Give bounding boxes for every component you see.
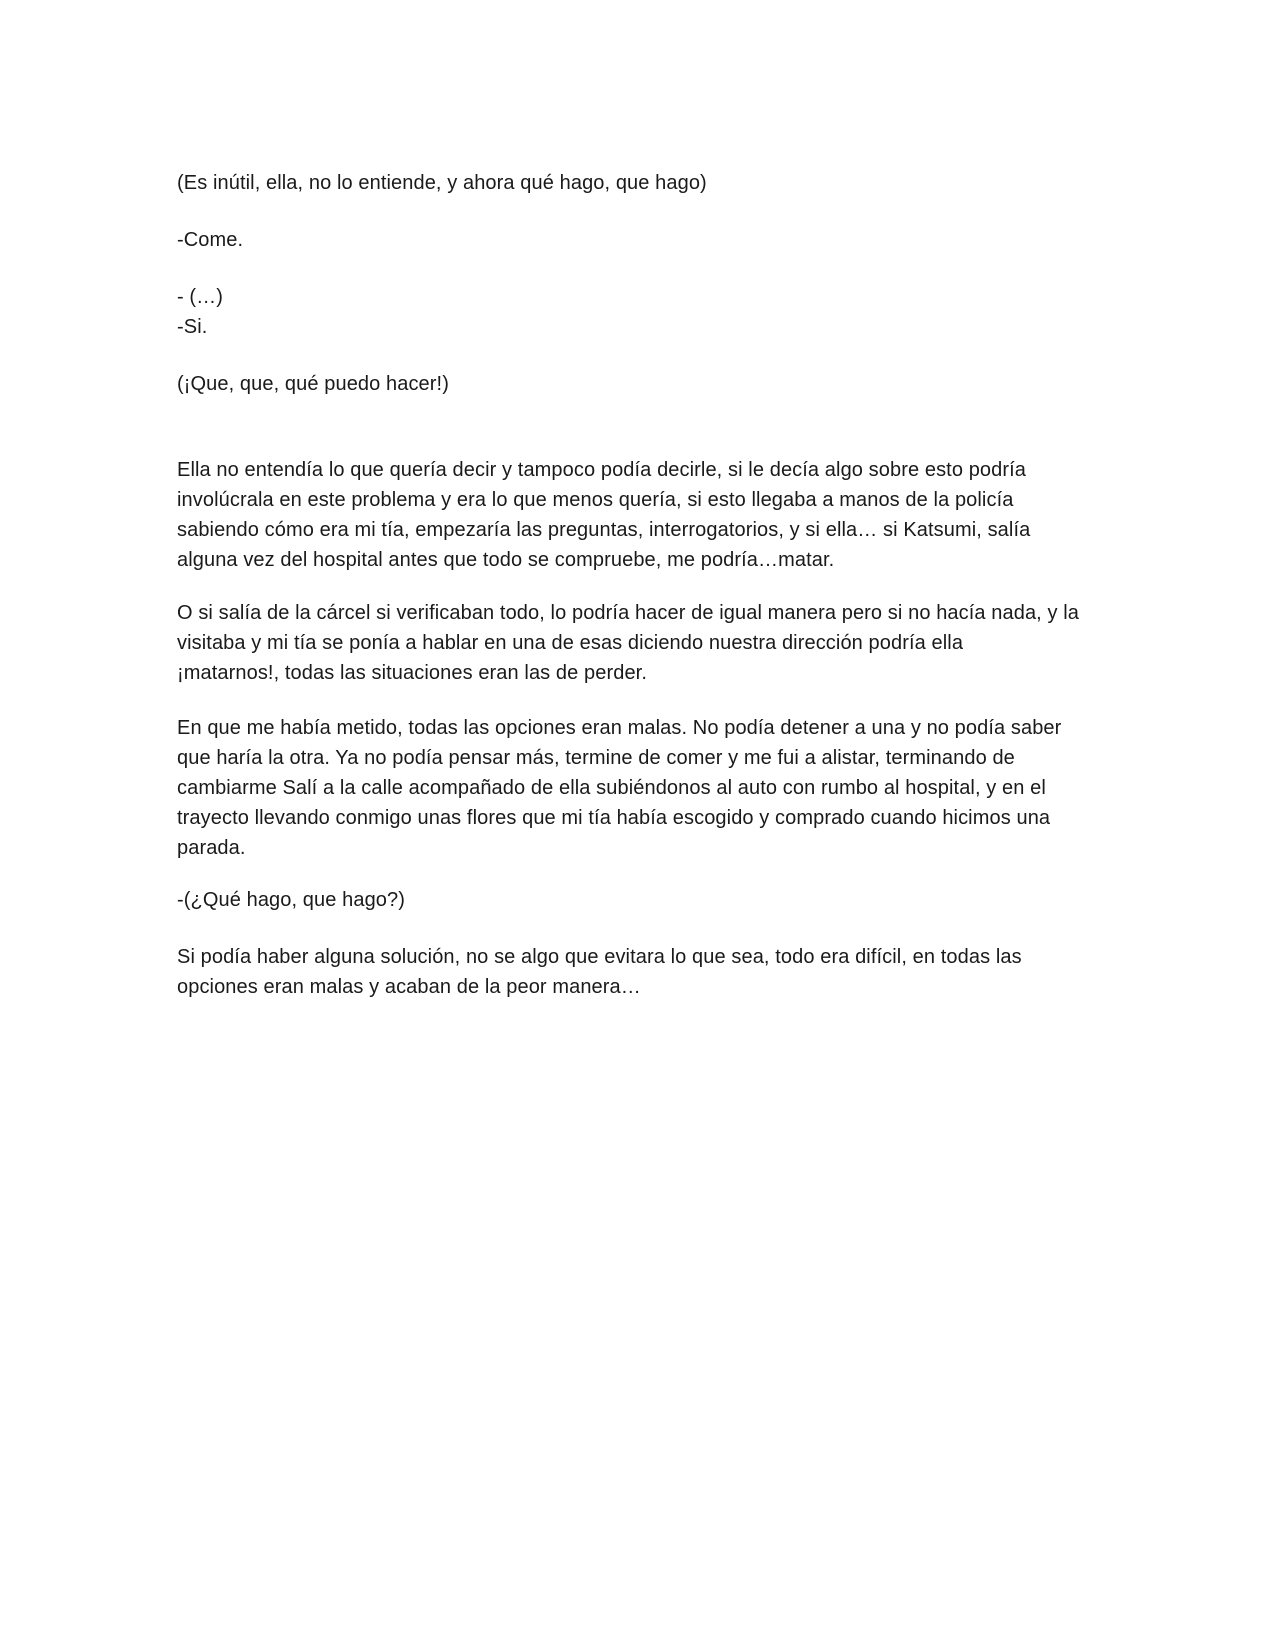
text-line: alguna vez del hospital antes que todo se compruebe, me podría…matar. <box>177 549 835 571</box>
paragraph <box>177 713 1107 863</box>
text-line: (¡Que, que, qué puedo hacer!) <box>177 373 449 395</box>
text-line: sabiendo cómo era mi tía, empezaría las preguntas, interrogatorios, y si ella… si Katsumi, salía <box>177 519 1031 541</box>
text-line: Ella no entendía lo que quería decir y tampoco podía decirle, si le decía algo sobre esto podría <box>177 459 1027 481</box>
text-line: Si podía haber alguna solución, no se algo que evitara lo que sea, todo era difícil, en todas las <box>177 946 1022 968</box>
text-line: -Come. <box>177 229 244 251</box>
dialogue-exchange <box>177 282 1107 342</box>
text-line: trayecto llevando conmigo unas flores que mi tía había escogido y comprado cuando hicimos una <box>177 807 1051 829</box>
text-line: opciones eran malas y acaban de la peor manera… <box>177 976 641 998</box>
paragraph <box>177 598 1107 688</box>
text-line: En que me había metido, todas las opciones eran malas. No podía detener a una y no podía saber <box>177 717 1062 739</box>
text-line: - (…) <box>177 286 224 308</box>
dialogue-line <box>177 225 1107 255</box>
thought-line <box>177 369 1107 399</box>
text-line: visitaba y mi tía se ponía a hablar en una de esas diciendo nuestra dirección podría ella <box>177 632 964 654</box>
text-line: involúcrala en este problema y era lo que menos quería, si esto llegaba a manos de la policía <box>177 489 1014 511</box>
text-line: parada. <box>177 837 246 859</box>
text-line: cambiarme Salí a la calle acompañado de ella subiéndonos al auto con rumbo al hospital, y en el <box>177 777 1046 799</box>
paragraph <box>177 455 1107 575</box>
dialogue-line <box>177 885 1107 915</box>
text-line: O si salía de la cárcel si verificaban todo, lo podría hacer de igual manera pero si no hacía nada, y la <box>177 602 1080 624</box>
text-line: (Es inútil, ella, no lo entiende, y ahora qué hago, que hago) <box>177 172 707 194</box>
paragraph <box>177 942 1107 1002</box>
text-line: -(¿Qué hago, que hago?) <box>177 889 406 911</box>
text-line: -Si. <box>177 316 208 338</box>
text-line: ¡matarnos!, todas las situaciones eran las de perder. <box>177 662 647 684</box>
thought-line <box>177 168 1107 198</box>
text-line: que haría la otra. Ya no podía pensar más, termine de comer y me fui a alistar, terminando de <box>177 747 1015 769</box>
